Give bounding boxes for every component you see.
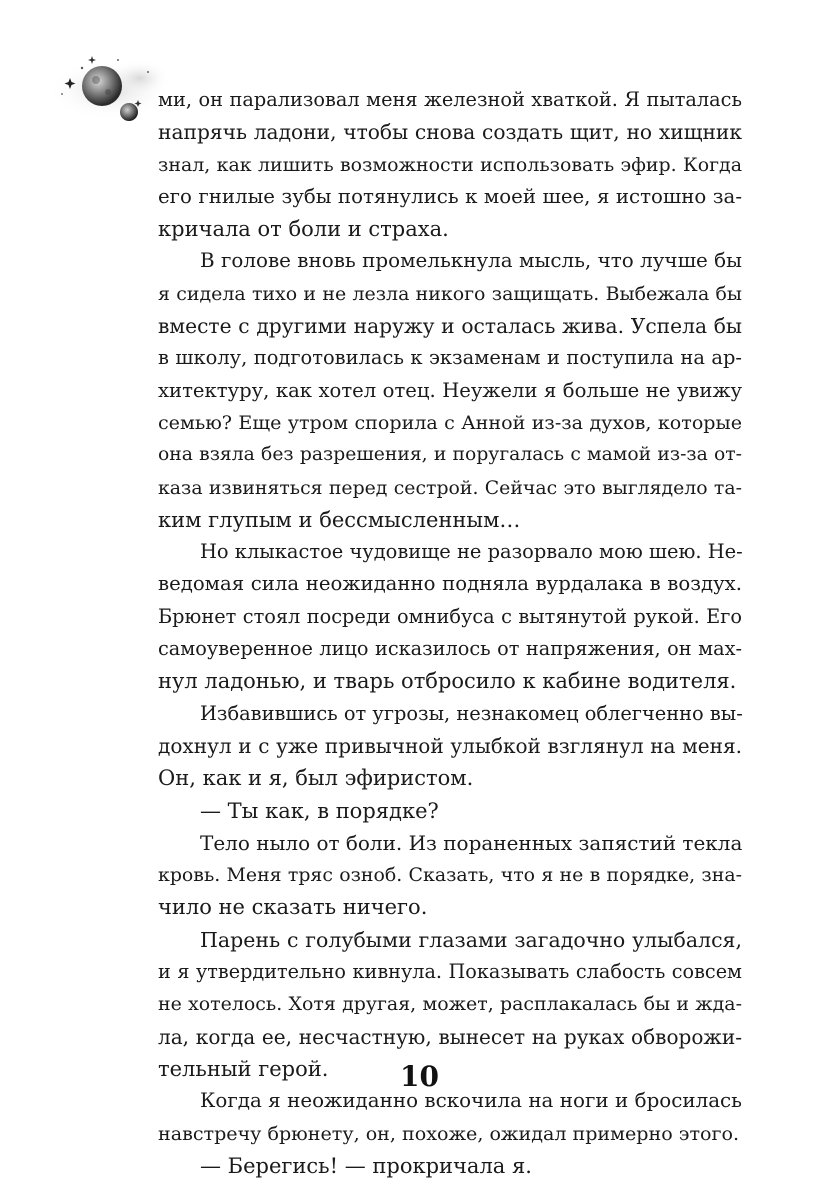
- text-line: в школу, подготовилась к экзаменам и поступила на ар-: [158, 346, 742, 370]
- text-line: ким глупым и бессмысленным…: [158, 507, 521, 532]
- text-line: не хотелось. Хотя другая, может, расплакалась бы и жда-: [158, 993, 742, 1016]
- paragraph: [158, 245, 742, 536]
- text-line: самоуверенное лицо исказилось от напряжения, он мах-: [158, 637, 742, 661]
- text-line: знал, как лишить возможности использовать эфир. Когда: [158, 153, 742, 176]
- text-line: Но клыкастое чудовище не разорвало мою шею. Не-: [200, 540, 743, 564]
- text-line: Он, как и я, был эфиристом.: [158, 766, 474, 791]
- paragraph: [158, 1085, 742, 1150]
- planets-ornament-icon: [40, 38, 170, 133]
- text-line: чило не сказать ничего.: [158, 895, 428, 920]
- text-line: тельный герой.: [158, 1056, 329, 1081]
- text-line: нул ладонью, и тварь отбросило к кабине водителя.: [158, 669, 737, 694]
- text-line: Когда я неожиданно вскочила на ноги и бросилась: [200, 1089, 742, 1113]
- text-line: ла, когда ее, несчастную, вынесет на руках обворожи-: [158, 1024, 742, 1049]
- text-line: хитектуру, как хотел отец. Неужели я больше не увижу: [158, 378, 742, 402]
- text-line: каза извиняться перед сестрой. Сейчас это выглядело та-: [158, 476, 742, 499]
- text-line: Брюнет стоял посреди омнибуса с вытянутой рукой. Его: [158, 604, 742, 628]
- page-number: 10: [400, 1060, 439, 1093]
- text-line: и я утвердительно кивнула. Показывать слабость совсем: [158, 960, 742, 984]
- text-line: Тело ныло от боли. Из пораненных запястий текла: [200, 830, 743, 855]
- text-line: семью? Еще утром спорила с Анной из-за духов, которые: [158, 410, 742, 434]
- text-line: ми, он парализовал меня железной хваткой. Я пыталась: [158, 88, 742, 111]
- paragraph: [158, 795, 742, 827]
- text-line: кровь. Меня тряс озноб. Сказать, что я не в порядке, зна-: [158, 864, 742, 887]
- text-line: дохнул и с уже привычной улыбкой взглянул на меня.: [158, 733, 742, 758]
- paragraph: [158, 698, 742, 795]
- text-line: — Ты как, в порядке?: [200, 798, 439, 823]
- text-line: Парень с голубыми глазами загадочно улыбался,: [200, 927, 742, 952]
- text-line: вместе с другими наружу и осталась жива. Успела бы: [158, 314, 742, 339]
- text-line: кричала от боли и страха.: [158, 217, 449, 242]
- text-line: я сидела тихо и не лезла никого защищать. Выбежала бы: [158, 282, 742, 305]
- text-line: его гнилые зубы потянулись к моей шее, я истошно за-: [158, 184, 742, 208]
- text-line: В голове вновь промелькнула мысль, что лучше бы: [200, 249, 742, 273]
- paragraph: [158, 827, 742, 924]
- text-line: Избавившись от угрозы, незнакомец облегченно вы-: [200, 701, 743, 725]
- text-line: навстречу брюнету, он, похоже, ожидал примерно этого.: [158, 1121, 740, 1145]
- text-line: ведомая сила неожиданно подняла вурдалака в воздух.: [158, 572, 742, 596]
- paragraph: [158, 84, 742, 245]
- paragraph: [158, 1150, 742, 1182]
- text-line: она взяла без разрешения, и поругалась с мамой из-за от-: [158, 444, 742, 466]
- text-line: напрячь ладони, чтобы снова создать щит, но хищник: [158, 120, 742, 145]
- text-line: — Берегись! — прокричала я.: [200, 1153, 532, 1178]
- body-text: [158, 84, 742, 1182]
- paragraph: [158, 536, 742, 697]
